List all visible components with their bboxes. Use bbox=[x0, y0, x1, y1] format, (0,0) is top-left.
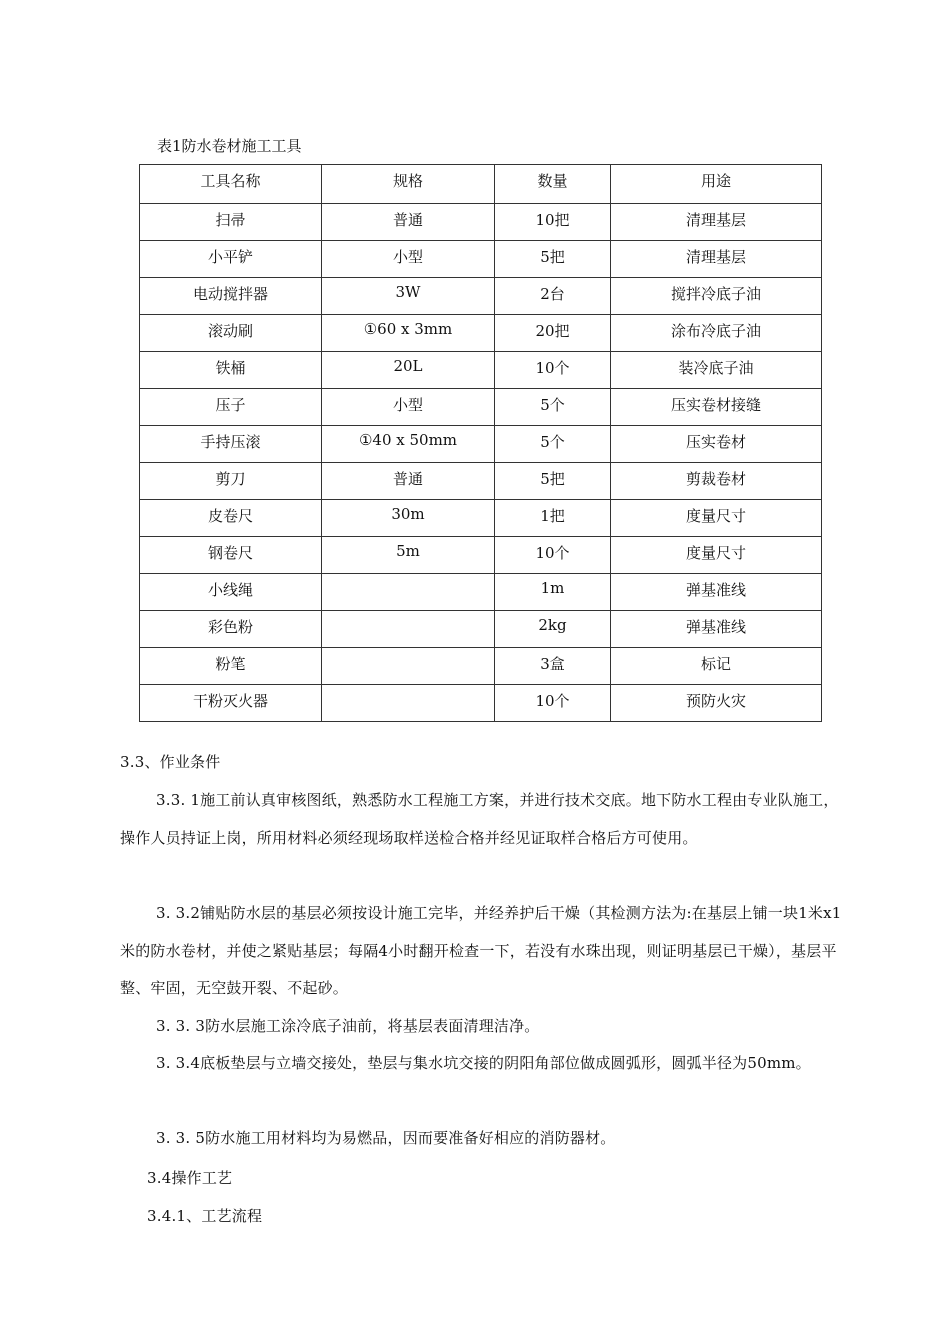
table-row bbox=[140, 204, 822, 241]
cell-tool-name: 铁桶 bbox=[140, 352, 322, 389]
cell-spec: 5m bbox=[322, 537, 495, 574]
section-3-4-heading: 3.4操作工艺 bbox=[147, 1169, 233, 1187]
table-row bbox=[140, 315, 822, 352]
paragraph-3-3-4: 3. 3.4底板垫层与立墙交接处，垫层与集水坑交接的阴阳角部位做成圆弧形，圆弧半径为50mm。 bbox=[156, 1054, 811, 1072]
paragraph-3-3-5: 3. 3. 5防水施工用材料均为易燃品，因而要准备好相应的消防器材。 bbox=[156, 1129, 616, 1147]
cell-spec: 小型 bbox=[322, 389, 495, 426]
cell-quantity: 10个 bbox=[495, 685, 611, 722]
cell-usage: 装冷底子油 bbox=[611, 352, 822, 389]
table-row bbox=[140, 611, 822, 648]
cell-tool-name: 电动搅拌器 bbox=[140, 278, 322, 315]
cell-tool-name: 压子 bbox=[140, 389, 322, 426]
cell-spec: 30m bbox=[322, 500, 495, 537]
cell-spec: 3W bbox=[322, 278, 495, 315]
table-row bbox=[140, 426, 822, 463]
cell-usage: 弹基准线 bbox=[611, 574, 822, 611]
cell-quantity: 2台 bbox=[495, 278, 611, 315]
cell-usage: 搅拌冷底子油 bbox=[611, 278, 822, 315]
cell-usage: 剪裁卷材 bbox=[611, 463, 822, 500]
section-3-4-1-heading: 3.4.1、工艺流程 bbox=[147, 1207, 263, 1225]
cell-quantity: 5个 bbox=[495, 426, 611, 463]
cell-usage: 涂布冷底子油 bbox=[611, 315, 822, 352]
paragraph-3-3-3: 3. 3. 3防水层施工涂冷底子油前，将基层表面清理洁净。 bbox=[156, 1017, 540, 1035]
header-quantity: 数量 bbox=[495, 165, 611, 204]
cell-tool-name: 粉笔 bbox=[140, 648, 322, 685]
table-row bbox=[140, 278, 822, 315]
cell-spec bbox=[322, 685, 495, 722]
cell-spec bbox=[322, 648, 495, 685]
cell-quantity: 2kg bbox=[495, 611, 611, 648]
cell-tool-name: 小平铲 bbox=[140, 241, 322, 278]
table-row bbox=[140, 352, 822, 389]
table-row bbox=[140, 648, 822, 685]
cell-quantity: 1m bbox=[495, 574, 611, 611]
cell-quantity: 10把 bbox=[495, 204, 611, 241]
cell-quantity: 3盒 bbox=[495, 648, 611, 685]
cell-spec bbox=[322, 611, 495, 648]
table-row bbox=[140, 574, 822, 611]
table-caption: 表1防水卷材施工工具 bbox=[157, 137, 302, 155]
cell-usage: 标记 bbox=[611, 648, 822, 685]
cell-tool-name: 手持压滚 bbox=[140, 426, 322, 463]
cell-usage: 清理基层 bbox=[611, 241, 822, 278]
header-tool-name: 工具名称 bbox=[140, 165, 322, 204]
table-row bbox=[140, 463, 822, 500]
tools-table-body bbox=[140, 165, 822, 722]
cell-spec: ①40 x 50mm bbox=[322, 426, 495, 463]
cell-tool-name: 钢卷尺 bbox=[140, 537, 322, 574]
table-row bbox=[140, 685, 822, 722]
cell-quantity: 10个 bbox=[495, 537, 611, 574]
cell-spec: ①60 x 3mm bbox=[322, 315, 495, 352]
table-header-row bbox=[140, 165, 822, 204]
cell-tool-name: 彩色粉 bbox=[140, 611, 322, 648]
cell-usage: 度量尺寸 bbox=[611, 500, 822, 537]
cell-tool-name: 皮卷尺 bbox=[140, 500, 322, 537]
paragraph-3-3-2: 3. 3.2铺贴防水层的基层必须按设计施工完毕，并经养护后干燥（其检测方法为:在基层上铺一块1米x1米的防水卷材，并使之紧贴基层；每隔4小时翻开检查一下，若没有水珠出现，则证明基层已干燥），基层平整、牢固，无空鼓开裂、不起砂。 bbox=[120, 904, 842, 997]
cell-spec: 20L bbox=[322, 352, 495, 389]
paragraph-3-3-1: 3.3. 1施工前认真审核图纸，熟悉防水工程施工方案，并进行技术交底。地下防水工程由专业队施工，操作人员持证上岗，所用材料必须经现场取样送检合格并经见证取样合格后方可使用。 bbox=[120, 791, 839, 847]
cell-quantity: 10个 bbox=[495, 352, 611, 389]
table-row bbox=[140, 537, 822, 574]
header-spec: 规格 bbox=[322, 165, 495, 204]
header-usage: 用途 bbox=[611, 165, 822, 204]
cell-tool-name: 小线绳 bbox=[140, 574, 322, 611]
tools-table bbox=[139, 164, 822, 722]
cell-usage: 压实卷材 bbox=[611, 426, 822, 463]
table-row bbox=[140, 500, 822, 537]
cell-spec: 普通 bbox=[322, 463, 495, 500]
cell-usage: 度量尺寸 bbox=[611, 537, 822, 574]
cell-tool-name: 剪刀 bbox=[140, 463, 322, 500]
cell-quantity: 5把 bbox=[495, 241, 611, 278]
cell-quantity: 5个 bbox=[495, 389, 611, 426]
cell-quantity: 20把 bbox=[495, 315, 611, 352]
cell-quantity: 5把 bbox=[495, 463, 611, 500]
cell-spec: 普通 bbox=[322, 204, 495, 241]
section-3-3-heading: 3.3、作业条件 bbox=[120, 753, 221, 771]
cell-usage: 弹基准线 bbox=[611, 611, 822, 648]
cell-usage: 压实卷材接缝 bbox=[611, 389, 822, 426]
cell-spec: 小型 bbox=[322, 241, 495, 278]
cell-tool-name: 干粉灭火器 bbox=[140, 685, 322, 722]
table-row bbox=[140, 389, 822, 426]
cell-tool-name: 扫帚 bbox=[140, 204, 322, 241]
table-row bbox=[140, 241, 822, 278]
cell-usage: 清理基层 bbox=[611, 204, 822, 241]
cell-spec bbox=[322, 574, 495, 611]
cell-quantity: 1把 bbox=[495, 500, 611, 537]
cell-usage: 预防火灾 bbox=[611, 685, 822, 722]
cell-tool-name: 滚动刷 bbox=[140, 315, 322, 352]
